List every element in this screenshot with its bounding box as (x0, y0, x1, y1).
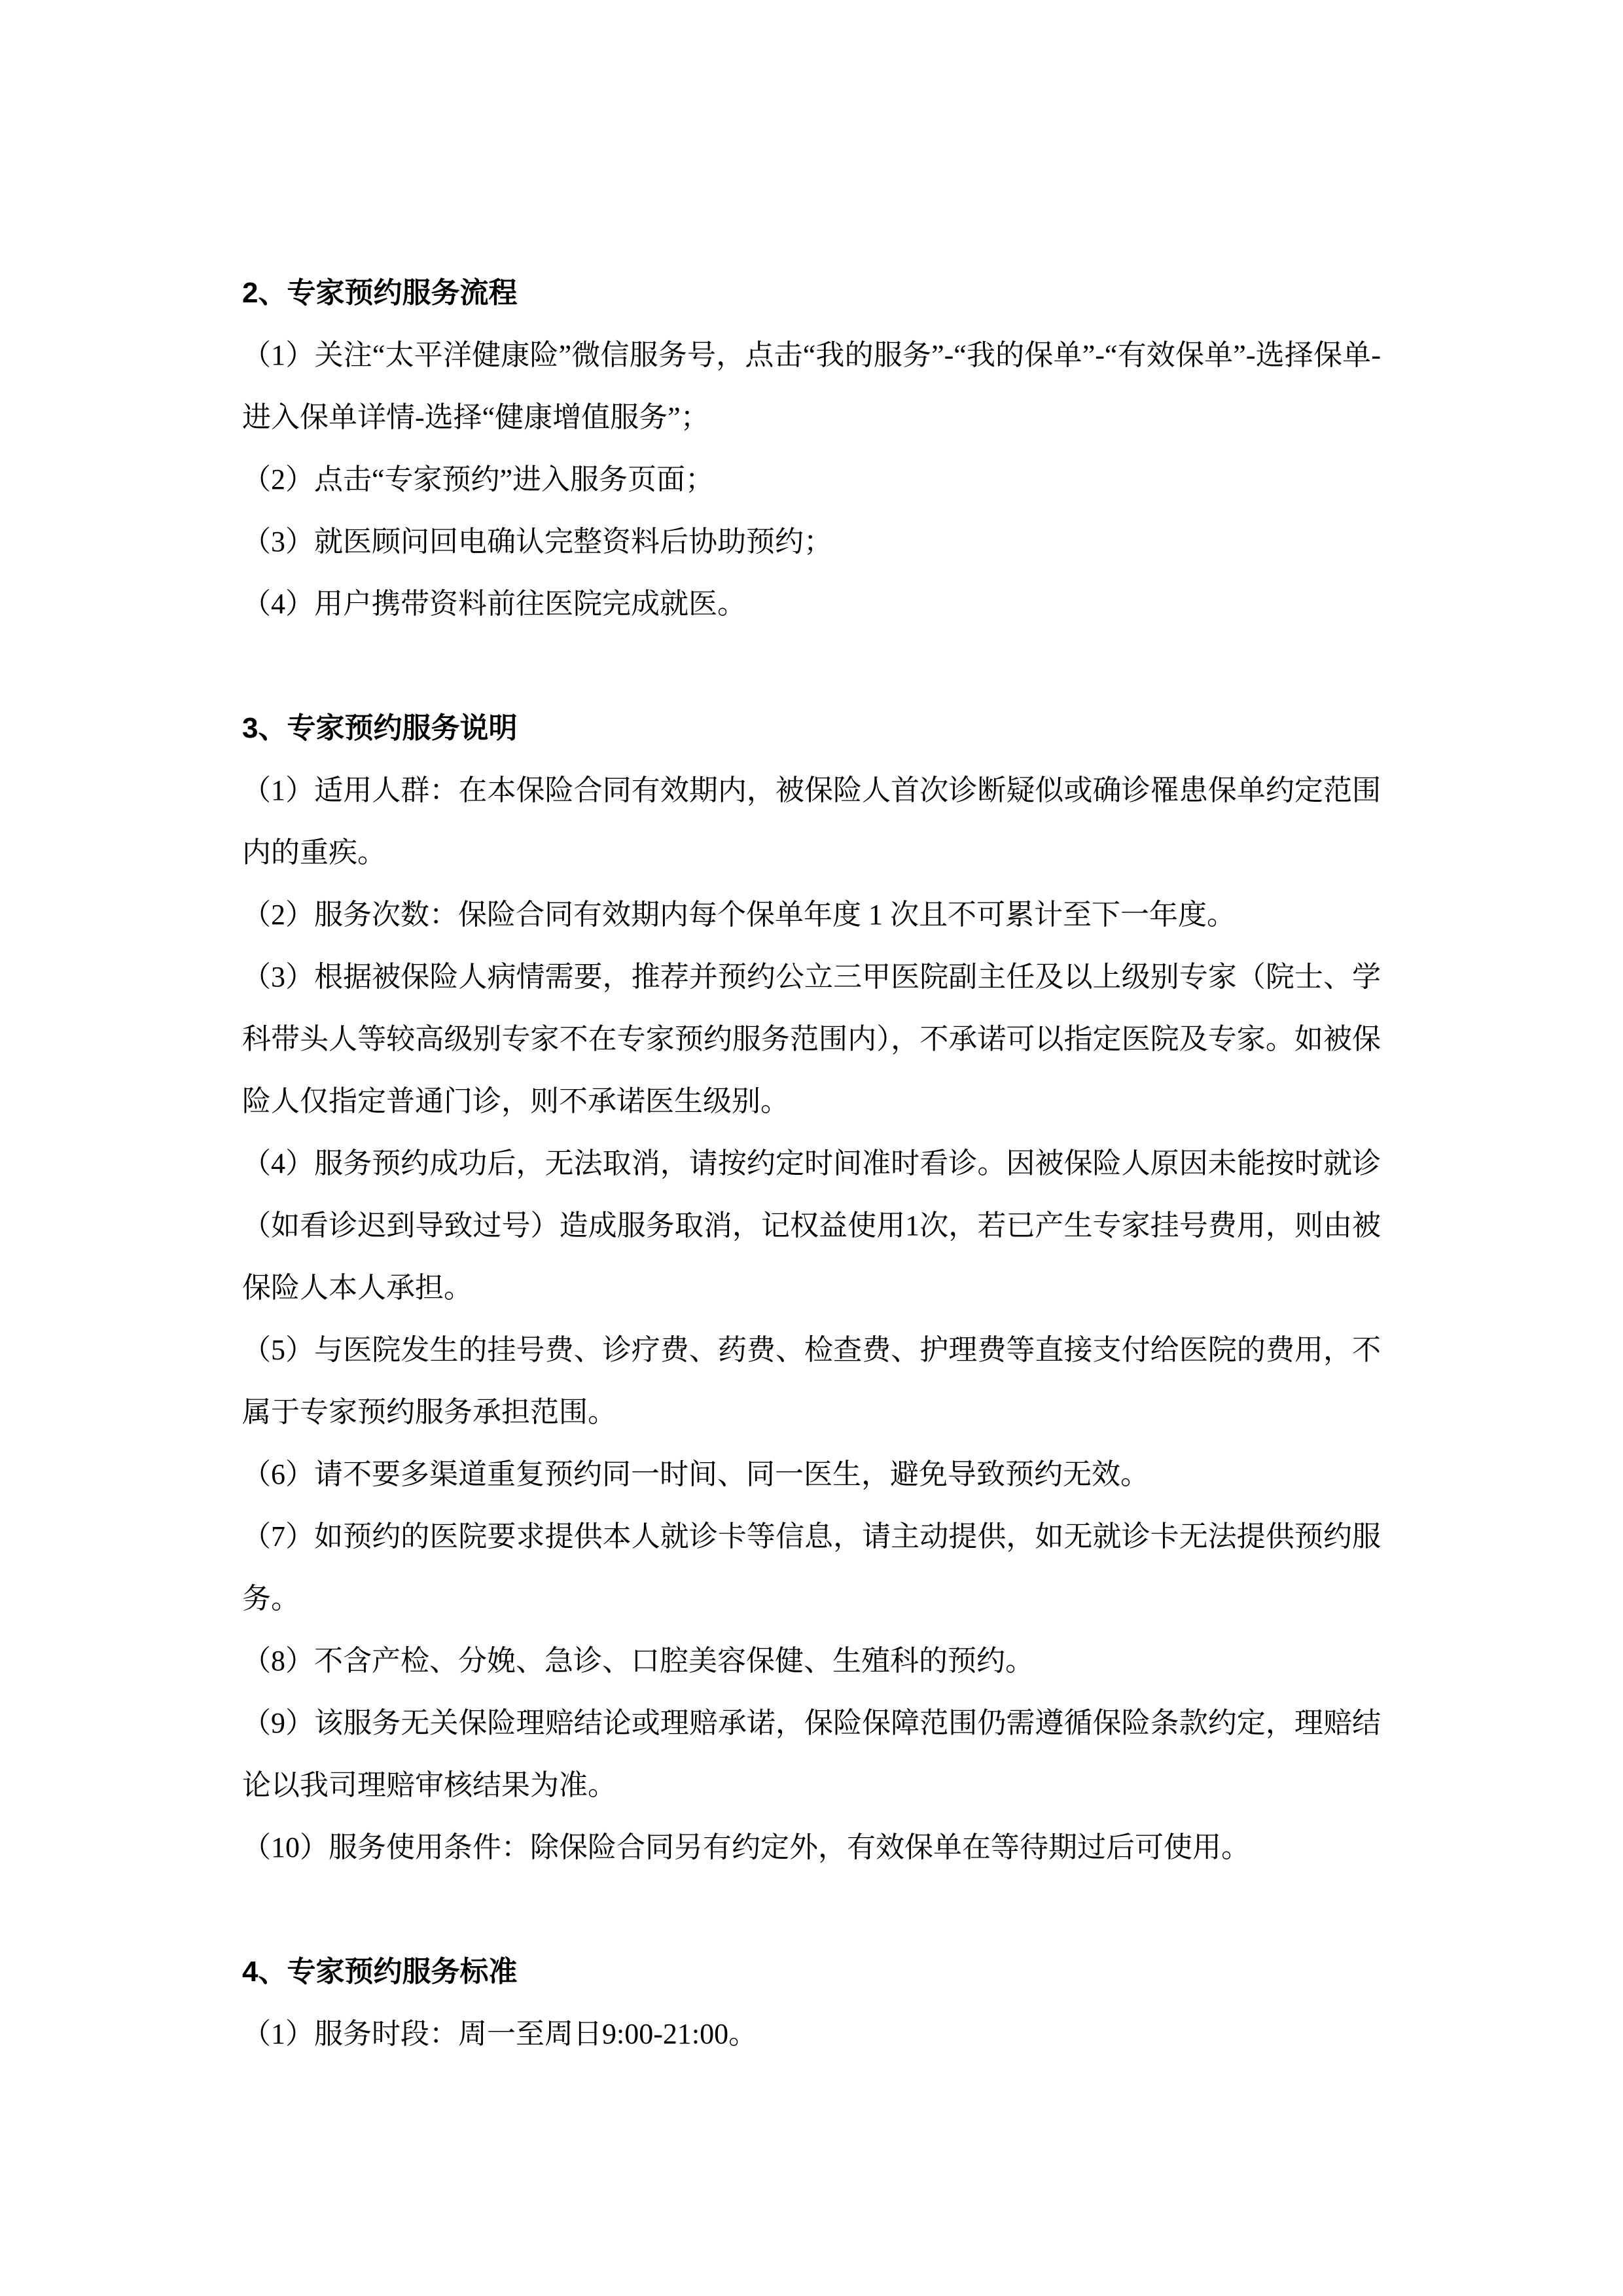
paragraph-item: （5）与医院发生的挂号费、诊疗费、药费、检查费、护理费等直接支付给医院的费用，不属于专家预约服务承担范围。 (242, 1334, 1381, 1428)
paragraph-item: （7）如预约的医院要求提供本人就诊卡等信息，请主动提供，如无就诊卡无法提供预约服务。 (242, 1520, 1381, 1615)
paragraph-item: （1）关注“太平洋健康险”微信服务号，点击“我的服务”-“我的保单”-“有效保单”-选择保单-进入保单详情-选择“健康增值服务”； (242, 339, 1381, 433)
paragraph-item: （8）不含产检、分娩、急诊、口腔美容保健、生殖科的预约。 (242, 1645, 1034, 1677)
paragraph-item: （3）就医顾问回电确认完整资料后协助预约； (242, 526, 832, 558)
paragraph-item: （3）根据被保险人病情需要，推荐并预约公立三甲医院副主任及以上级别专家（院士、学科带头人等较高级别专家不在专家预约服务范围内），不承诺可以指定医院及专家。如被保险人仅指定普通门诊，则不承诺医生级别。 (242, 961, 1381, 1117)
section-heading: 3、专家预约服务说明 (242, 712, 518, 744)
paragraph-item: （4）服务预约成功后，无法取消，请按约定时间准时看诊。因被保险人原因未能按时就诊（如看诊迟到导致过号）造成服务取消，记权益使用1次，若已产生专家挂号费用，则由被保险人本人承担。 (242, 1147, 1381, 1304)
section-heading: 2、专家预约服务流程 (242, 277, 518, 309)
paragraph-item: （1）服务时段：周一至周日9:00-21:00。 (242, 2018, 758, 2050)
paragraph-item: （2）服务次数：保险合同有效期内每个保单年度 1 次且不可累计至下一年度。 (242, 899, 1236, 931)
section-heading: 4、专家预约服务标准 (242, 1956, 518, 1988)
document-content (242, 262, 1381, 2065)
paragraph-item: （6）请不要多渠道重复预约同一时间、同一医生，避免导致预约无效。 (242, 1458, 1149, 1490)
paragraph-item: （1）适用人群：在本保险合同有效期内，被保险人首次诊断疑似或确诊罹患保单约定范围内的重疾。 (242, 774, 1381, 869)
section-expert-booking-standards (242, 1941, 1381, 2065)
section-expert-booking-notes (242, 697, 1381, 1878)
paragraph-item: （2）点击“专家预约”进入服务页面； (242, 463, 715, 495)
paragraph-item: （9）该服务无关保险理赔结论或理赔承诺，保险保障范围仍需遵循保险条款约定，理赔结论以我司理赔审核结果为准。 (242, 1707, 1381, 1801)
paragraph-item: （4）用户携带资料前往医院完成就医。 (242, 588, 746, 620)
section-expert-booking-process (242, 262, 1381, 635)
paragraph-item: （10）服务使用条件：除保险合同另有约定外，有效保单在等待期过后可使用。 (242, 1831, 1250, 1863)
